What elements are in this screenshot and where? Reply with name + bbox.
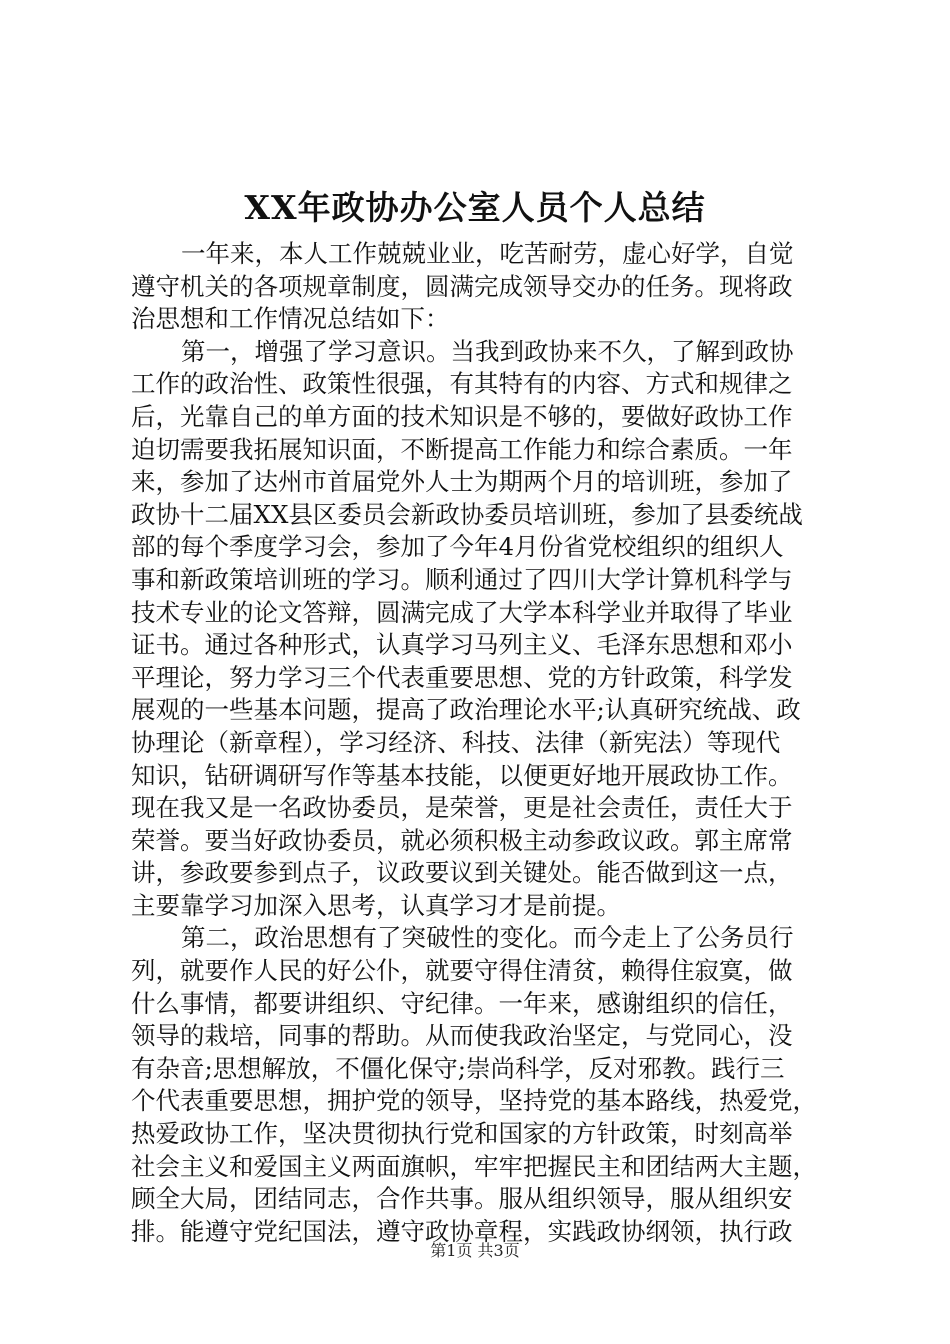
body-line: 证书。通过各种形式，认真学习马列主义、毛泽东思想和邓小	[131, 630, 793, 660]
body-line: 有杂音;思想解放，不僵化保守;崇尚科学，反对邪教。践行三	[131, 1053, 785, 1083]
document-body	[131, 238, 831, 1248]
body-line: 后，光靠自己的单方面的技术知识是不够的，要做好政协工作	[131, 401, 793, 431]
body-line: 一年来，本人工作兢兢业业，吃苦耐劳，虚心好学，自觉	[181, 239, 794, 268]
body-line: 排。能遵守党纪国法，遵守政协章程，实践政协纲领，执行政	[131, 1216, 793, 1246]
body-line: 什么事情，都要讲组织、守纪律。一年来，感谢组织的信任，	[131, 988, 793, 1018]
document-title: XX年政协办公室人员个人总结	[244, 188, 706, 227]
body-line: 协理论（新章程），学习经济、科技、法律（新宪法）等现代	[131, 727, 781, 757]
body-line: 荣誉。要当好政协委员，就必须积极主动参政议政。郭主席常	[131, 825, 793, 855]
body-line: 讲，参政要参到点子，议政要议到关键处。能否做到这一点，	[131, 858, 793, 888]
body-line: 遵守机关的各项规章制度，圆满完成领导交办的任务。现将政	[131, 271, 793, 301]
body-line: 第二，政治思想有了突破性的变化。而今走上了公务员行	[181, 923, 794, 953]
body-line: 工作的政治性、政策性很强，有其特有的内容、方式和规律之	[131, 369, 793, 399]
body-line: 政协十二届XX县区委员会新政协委员培训班，参加了县委统战	[131, 499, 803, 529]
body-line: 迫切需要我拓展知识面，不断提高工作能力和综合素质。一年	[131, 434, 793, 464]
body-line: 展观的一些基本问题，提高了政治理论水平;认真研究统战、政	[131, 695, 801, 725]
body-line: 来，参加了达州市首届党外人士为期两个月的培训班，参加了	[131, 467, 793, 497]
body-line: 技术专业的论文答辩，圆满完成了大学本科学业并取得了毕业	[131, 597, 793, 627]
body-line: 知识，钻研调研写作等基本技能，以便更好地开展政协工作。	[131, 760, 793, 790]
body-line: 个代表重要思想，拥护党的领导，坚持党的基本路线，热爱党，	[131, 1086, 817, 1116]
body-line: 领导的栽培，同事的帮助。从而使我政治坚定，与党同心，没	[131, 1021, 793, 1051]
body-line: 现在我又是一名政协委员，是荣誉，更是社会责任，责任大于	[131, 793, 793, 823]
body-line: 主要靠学习加深入思考，认真学习才是前提。	[131, 890, 621, 920]
body-line: 列，就要作人民的好公仆，就要守得住清贫，赖得住寂寞，做	[131, 956, 793, 986]
body-line: 热爱政协工作，坚决贯彻执行党和国家的方针政策，时刻高举	[131, 1119, 793, 1149]
body-line: 治思想和工作情况总结如下：	[131, 304, 450, 334]
body-line: 第一，增强了学习意识。当我到政协来不久，了解到政协	[181, 336, 794, 366]
body-line: 社会主义和爱国主义两面旗帜，牢牢把握民主和团结两大主题，	[131, 1151, 817, 1181]
body-line: 顾全大局，团结同志，合作共事。服从组织领导，服从组织安	[131, 1184, 793, 1214]
body-line: 平理论，努力学习三个代表重要思想、党的方针政策，科学发	[131, 662, 793, 692]
page-number: 第1页 共3页	[430, 1241, 520, 1260]
body-line: 事和新政策培训班的学习。顺利通过了四川大学计算机科学与	[131, 564, 793, 594]
body-line: 部的每个季度学习会，参加了今年4月份省党校组织的组织人	[131, 532, 784, 562]
